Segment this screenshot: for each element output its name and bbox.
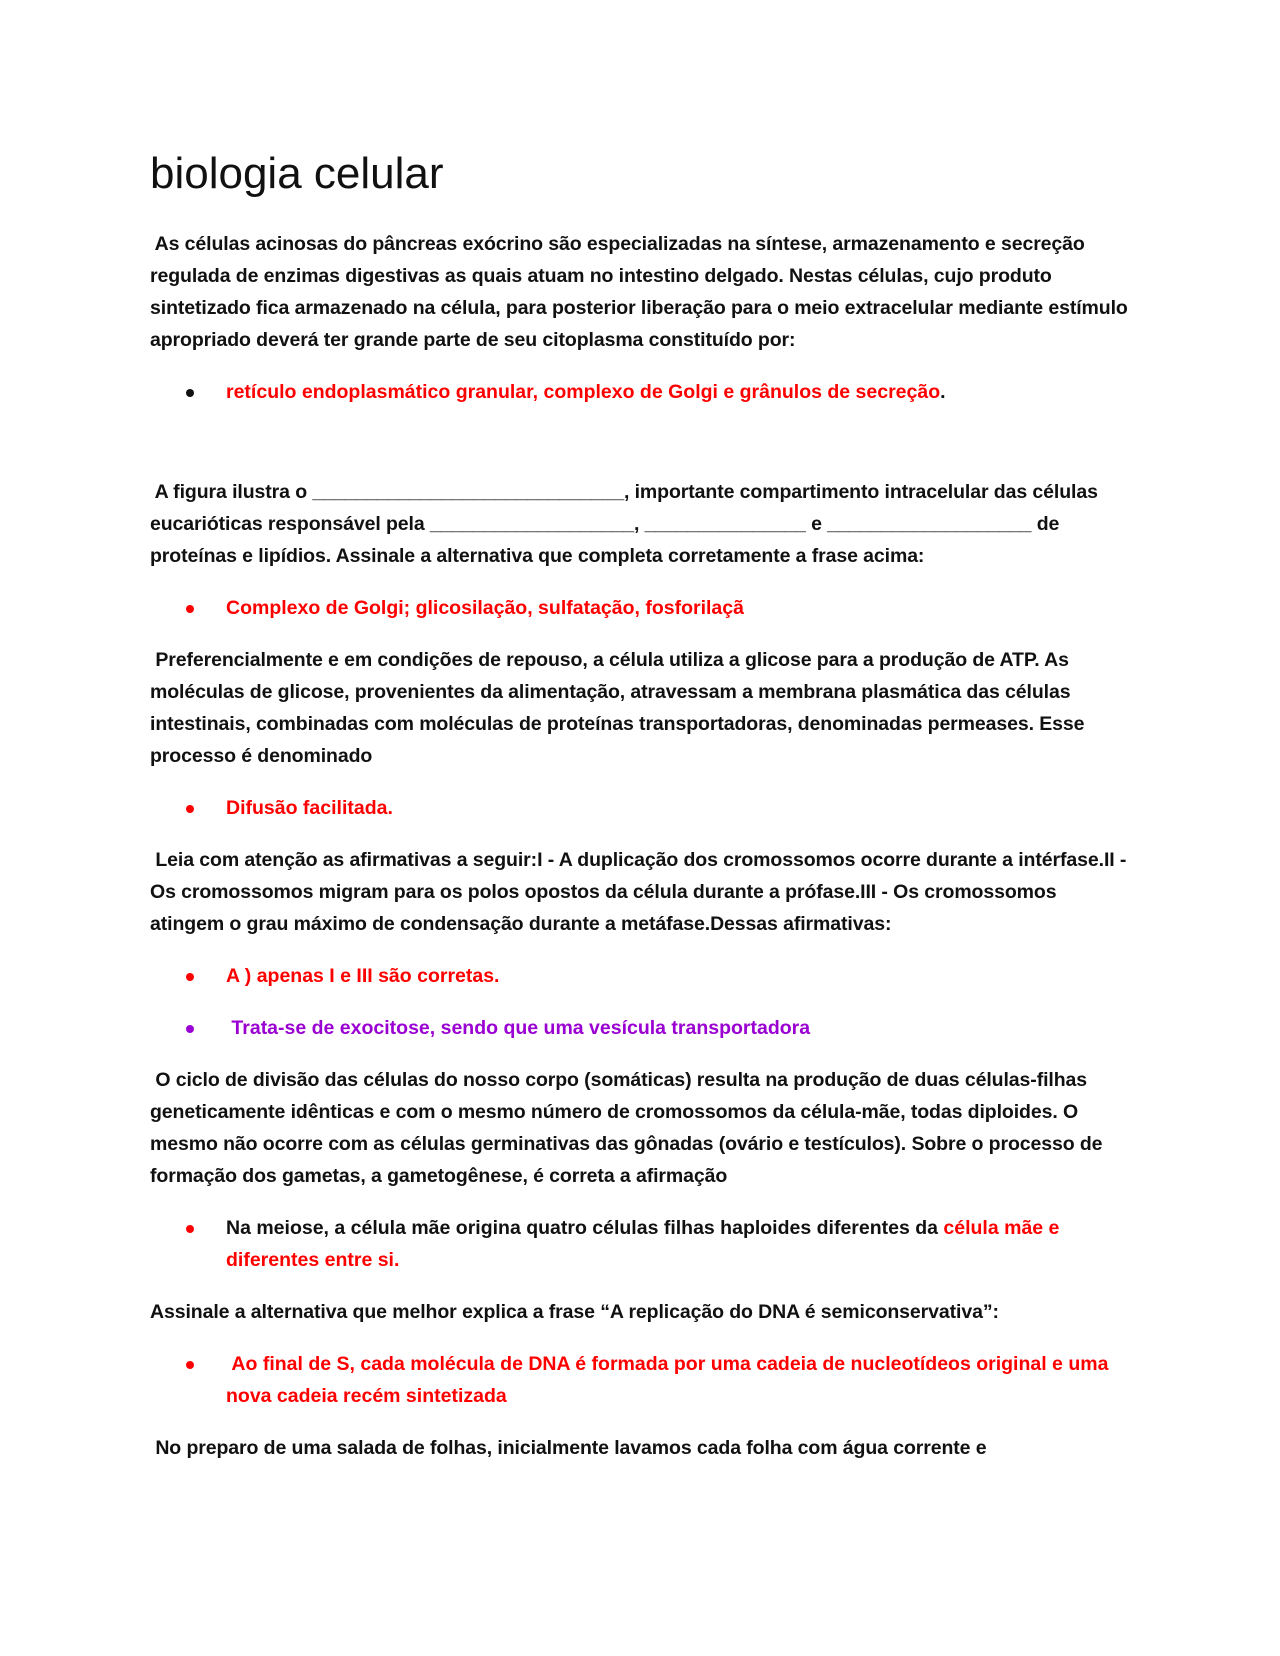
answer-list-2 <box>150 592 1130 624</box>
bullet-icon <box>186 389 194 397</box>
answer-5-text-red: célula mãe e diferentes entre si. <box>226 1217 1060 1272</box>
blank-spacer <box>150 428 1130 476</box>
answer-list-1 <box>150 376 1130 408</box>
question-5: O ciclo de divisão das células do nosso corpo (somáticas) resulta na produção de duas células-filhas geneticamente idênticas e com o mesmo número de cromossomos da célula-mãe, todas diploides. O mesmo não ocorre com as células germinativas das gônadas (ovário e testículos). Sobre o processo de formação dos gametas, a gametogênese, é correta a afirmação <box>150 1069 1103 1188</box>
answer-5-text-black: Na meiose, a célula mãe origina quatro células filhas haploides diferentes da <box>226 1217 944 1240</box>
question-7: No preparo de uma salada de folhas, inicialmente lavamos cada folha com água corrente e <box>155 1437 987 1460</box>
answer-1-text: retículo endoplasmático granular, complexo de Golgi e grânulos de secreção <box>226 381 941 404</box>
answer-1-suffix: . <box>940 381 946 404</box>
answer-4-text: A ) apenas I e III são corretas. <box>226 965 500 988</box>
answer-3-text: Difusão facilitada. <box>226 797 393 820</box>
bullet-icon <box>186 1361 194 1369</box>
bullet-icon <box>186 973 194 981</box>
question-6: Assinale a alternativa que melhor explica a frase “A replicação do DNA é semiconservativa”: <box>150 1301 999 1324</box>
question-4: Leia com atenção as afirmativas a seguir:I - A duplicação dos cromossomos ocorre durante a intérfase.II - Os cromossomos migram para os polos opostos da célula durante a prófase.III - Os cromossomos atingem o grau máximo de condensação durante a metáfase.Dessas afirmativas: <box>150 849 1127 936</box>
answer-4b-text: Trata-se de exocitose, sendo que uma vesícula transportadora <box>226 1017 811 1040</box>
answer-item-5 <box>150 1212 1130 1276</box>
bullet-icon <box>186 1225 194 1233</box>
answer-item-1 <box>150 376 1130 408</box>
answer-list-4 <box>150 960 1130 1044</box>
bullet-icon <box>186 805 194 813</box>
question-2: A figura ilustra o _____________________________, importante compartimento intracelular das células eucarióticas responsável pela ___________________, _______________ e ___________________ de proteínas e lipídios. Assinale a alternativa que completa corretamente a frase acima: <box>150 481 1098 568</box>
answer-item-4 <box>150 960 1130 992</box>
question-3: Preferencialmente e em condições de repouso, a célula utiliza a glicose para a produção de ATP. As moléculas de glicose, provenientes da alimentação, atravessam a membrana plasmática das células intestinais, combinadas com moléculas de proteínas transportadoras, denominadas permeases. Esse processo é denominado <box>150 649 1085 768</box>
bullet-icon <box>186 1025 194 1033</box>
answer-6-text: Ao final de S, cada molécula de DNA é formada por uma cadeia de nucleotídeos original e uma nova cadeia recém sintetizada <box>226 1353 1114 1408</box>
document-page <box>150 150 1130 1484</box>
answer-item-3 <box>150 792 1130 824</box>
answer-list-6 <box>150 1348 1130 1412</box>
answer-2-text: Complexo de Golgi; glicosilação, sulfatação, fosforilaçã <box>226 597 744 620</box>
question-1: As células acinosas do pâncreas exócrino são especializadas na síntese, armazenamento e secreção regulada de enzimas digestivas as quais atuam no intestino delgado. Nestas células, cujo produto sintetizado fica armazenado na célula, para posterior liberação para o meio extracelular mediante estímulo apropriado deverá ter grande parte de seu citoplasma constituído por: <box>150 233 1128 352</box>
answer-item-4b <box>150 1012 1130 1044</box>
answer-item-6 <box>150 1348 1130 1412</box>
document-title: biologia celular <box>150 149 444 198</box>
answer-list-3 <box>150 792 1130 824</box>
answer-item-2 <box>150 592 1130 624</box>
answer-list-5 <box>150 1212 1130 1276</box>
bullet-icon <box>186 605 194 613</box>
